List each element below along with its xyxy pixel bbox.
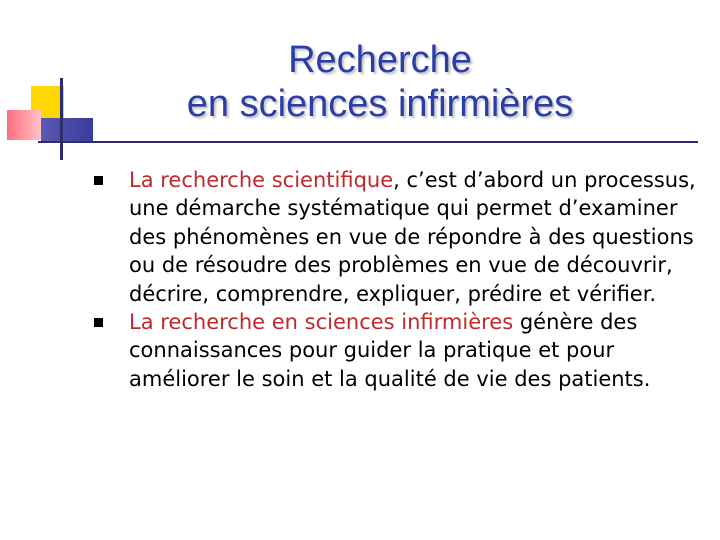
logo-pink-square bbox=[7, 110, 41, 140]
bullet-term: La recherche scientifique bbox=[129, 168, 394, 192]
square-bullet-icon bbox=[94, 176, 103, 185]
title-underline-rule bbox=[38, 141, 698, 143]
logo-blue-square bbox=[41, 118, 93, 142]
bullet-list bbox=[90, 166, 705, 393]
bullet-item bbox=[90, 166, 705, 308]
bullet-term: La recherche en sciences infirmières bbox=[129, 310, 514, 335]
slide-title-line-1: Recherche bbox=[288, 39, 472, 81]
logo-vertical-rule bbox=[60, 78, 63, 160]
bullet-text: , c’est d’abord un processus, une démarche systématique qui permet d’examiner des phénomènes en vue de répondre à des questions ou de résoudre des problèmes en vue de découvrir, décrire, comprendre, expliquer, prédire et vérifier. bbox=[129, 168, 696, 306]
bullet-text: génère des connaissances pour guider la pratique et pour améliorer le soin et la qualité de vie des patients. bbox=[129, 310, 651, 391]
slide-title bbox=[150, 38, 610, 126]
slide-title-line-2: en sciences infirmières bbox=[186, 83, 574, 125]
bullet-item bbox=[90, 308, 705, 393]
square-bullet-icon bbox=[94, 318, 103, 327]
